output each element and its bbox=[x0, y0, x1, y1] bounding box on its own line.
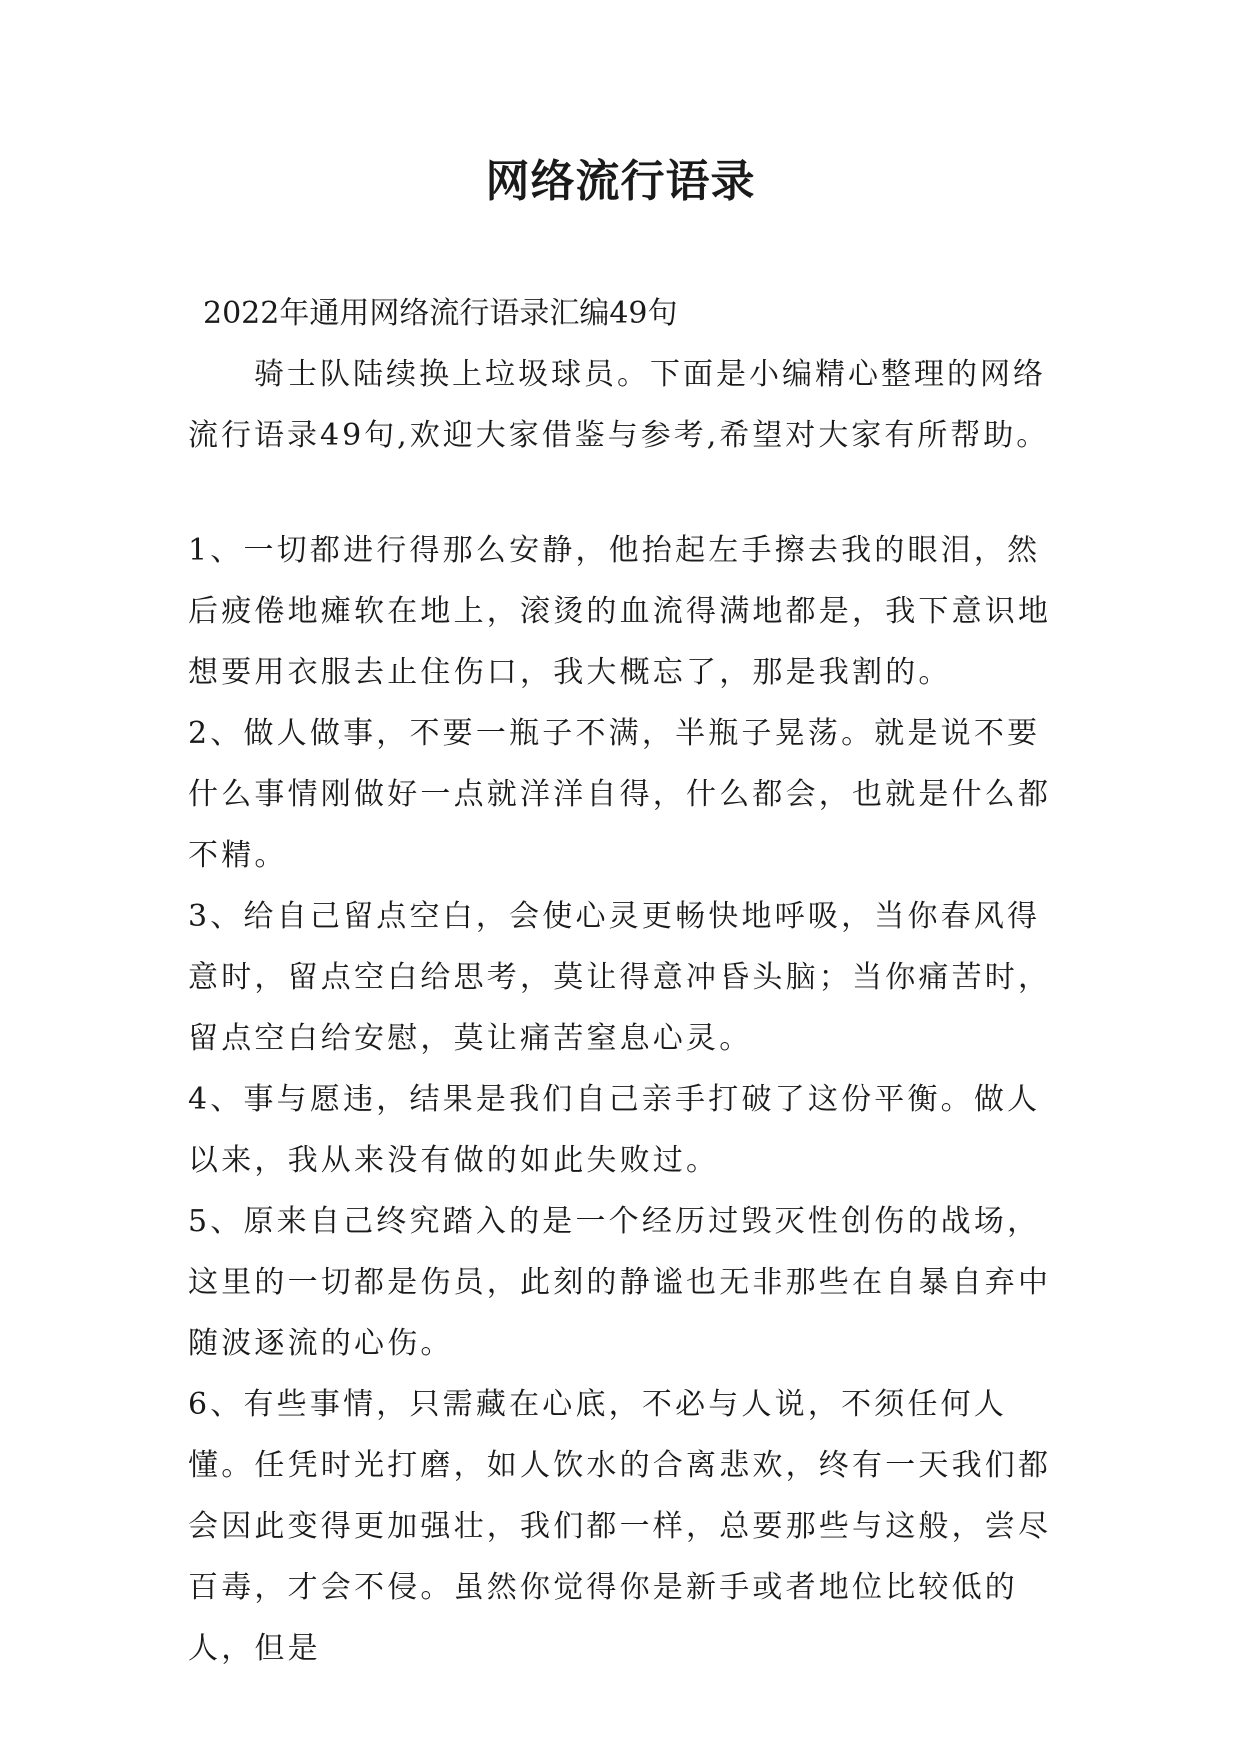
document-title: 网络流行语录 bbox=[485, 156, 756, 207]
quote-list bbox=[188, 520, 1068, 1679]
list-item: 6、有些事情，只需藏在心底，不必与人说，不须任何人懂。任凭时光打磨，如人饮水的合离悲欢，终有一天我们都会因此变得更加强壮，我们都一样，总要那些与这般，尝尽百毒，才会不侵。虽然你觉得你是新手或者地位比较低的人，但是 bbox=[188, 1387, 1052, 1666]
list-item: 1、一切都进行得那么安静，他抬起左手擦去我的眼泪，然后疲倦地瘫软在地上，滚烫的血流得满地都是，我下意识地想要用衣服去止住伤口，我大概忘了，那是我割的。 bbox=[188, 533, 1052, 690]
intro-paragraph: 骑士队陆续换上垃圾球员。下面是小编精心整理的网络流行语录49句,欢迎大家借鉴与参考,希望对大家有所帮助。 bbox=[188, 357, 1050, 453]
list-item: 2、做人做事，不要一瓶子不满，半瓶子晃荡。就是说不要什么事情刚做好一点就洋洋自得，什么都会，也就是什么都不精。 bbox=[188, 716, 1052, 873]
list-item: 4、事与愿违，结果是我们自己亲手打破了这份平衡。做人以来，我从来没有做的如此失败过。 bbox=[188, 1082, 1041, 1178]
document-subtitle: 2022年通用网络流行语录汇编49句 bbox=[203, 296, 678, 331]
list-item: 3、给自己留点空白，会使心灵更畅快地呼吸，当你春风得意时，留点空白给思考，莫让得意冲昏头脑；当你痛苦时，留点空白给安慰，莫让痛苦窒息心灵。 bbox=[188, 899, 1052, 1056]
list-item: 5、原来自己终究踏入的是一个经历过毁灭性创伤的战场，这里的一切都是伤员，此刻的静谧也无非那些在自暴自弃中随波逐流的心伤。 bbox=[188, 1204, 1052, 1361]
